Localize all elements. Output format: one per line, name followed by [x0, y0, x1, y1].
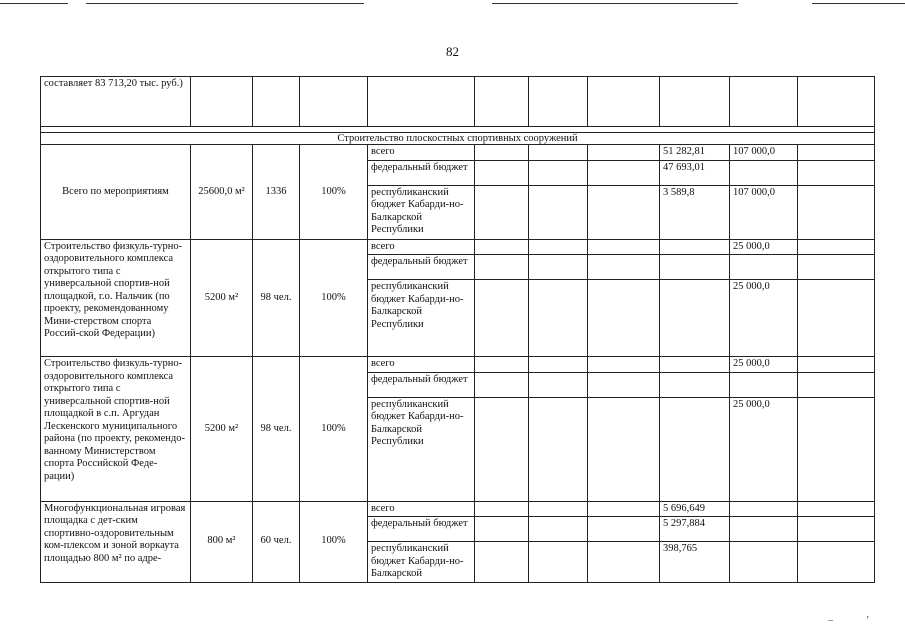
amount-cell: 5 696,649: [660, 501, 730, 517]
budget-label: республиканский бюджет Кабарди-но-Балкарской Республики: [368, 397, 475, 501]
amount-cell: 398,765: [660, 542, 730, 583]
budget-label: всего: [368, 357, 475, 373]
budget-label: всего: [368, 239, 475, 255]
scan-mark: ʼ: [866, 615, 870, 626]
amount-cell: 5 297,884: [660, 517, 730, 542]
budget-label: федеральный бюджет: [368, 255, 475, 280]
scan-mark: –: [828, 615, 833, 626]
budget-label: всего: [368, 145, 475, 161]
amount-cell: 51 282,81: [660, 145, 730, 161]
activity-name: Всего по мероприятиям: [41, 145, 191, 240]
people-cell: 1336: [253, 145, 300, 240]
area-cell: 25600,0 м²: [191, 145, 253, 240]
amount-cell: [730, 372, 798, 397]
carry-over-row: [41, 77, 875, 127]
amount-cell: 107 000,0: [730, 185, 798, 239]
scan-edge-line: [86, 3, 364, 4]
section-title: Строительство плоскостных спортивных сооружений: [41, 133, 875, 145]
percent-cell: 100%: [300, 239, 368, 357]
scan-edge-line: [812, 3, 905, 4]
page-number: 82: [446, 44, 459, 59]
amount-cell: [730, 542, 798, 583]
amount-cell: 25 000,0: [730, 357, 798, 373]
amount-cell: 25 000,0: [730, 239, 798, 255]
area-cell: 800 м²: [191, 501, 253, 582]
activity-name: Многофункциональная игровая площадка с дет-ским спортивно-оздоровительным ком-плексом и зоной воркаута площадью 800 м² по адре-: [41, 501, 191, 582]
budget-label: республиканский бюджет Кабарди-но-Балкарской Республики: [368, 280, 475, 357]
amount-cell: [660, 239, 730, 255]
activity-name: Строительство физкуль-турно-оздоровительного комплекса открытого типа с универсальной спортив-ной площадкой в с.п. Аргудан Лескенского муниципального района (по проекту, рекомендо-ванному Министерством спорта Российской Феде-рации): [41, 357, 191, 502]
amount-cell: 3 589,8: [660, 185, 730, 239]
budget-label: всего: [368, 501, 475, 517]
scan-edge-line: [0, 3, 68, 4]
amount-cell: 107 000,0: [730, 145, 798, 161]
amount-cell: [730, 501, 798, 517]
amount-cell: [660, 397, 730, 501]
percent-cell: 100%: [300, 501, 368, 582]
people-cell: 98 чел.: [253, 239, 300, 357]
amount-cell: [660, 255, 730, 280]
percent-cell: 100%: [300, 357, 368, 502]
amount-cell: 25 000,0: [730, 280, 798, 357]
budget-label: федеральный бюджет: [368, 372, 475, 397]
activity-name: Строительство физкуль-турно-оздоровительного комплекса открытого типа с универсальной спортив-ной площадкой, г.о. Нальчик (по проекту, рекомендованному Мини-стерством спорта Россий-ской Федерации): [41, 239, 191, 357]
table-row: [41, 357, 875, 373]
people-cell: 98 чел.: [253, 357, 300, 502]
people-cell: 60 чел.: [253, 501, 300, 582]
table-row: [41, 501, 875, 517]
section-title-row: [41, 133, 875, 145]
carry-over-text: составляет 83 713,20 тыс. руб.): [41, 77, 191, 127]
budget-label: федеральный бюджет: [368, 160, 475, 185]
amount-cell: [730, 255, 798, 280]
scan-edge-line: [492, 3, 738, 4]
budget-label: республиканский бюджет Кабарди-но-Балкарской Республики: [368, 185, 475, 239]
amount-cell: 25 000,0: [730, 397, 798, 501]
amount-cell: [660, 357, 730, 373]
amount-cell: 47 693,01: [660, 160, 730, 185]
amount-cell: [660, 280, 730, 357]
budget-label: федеральный бюджет: [368, 517, 475, 542]
area-cell: 5200 м²: [191, 239, 253, 357]
area-cell: 5200 м²: [191, 357, 253, 502]
budget-table: [40, 76, 875, 583]
amount-cell: [730, 160, 798, 185]
budget-label: республиканский бюджет Кабарди-но-Балкарской: [368, 542, 475, 583]
percent-cell: 100%: [300, 145, 368, 240]
amount-cell: [730, 517, 798, 542]
table-row: [41, 239, 875, 255]
table-row: [41, 145, 875, 161]
amount-cell: [660, 372, 730, 397]
